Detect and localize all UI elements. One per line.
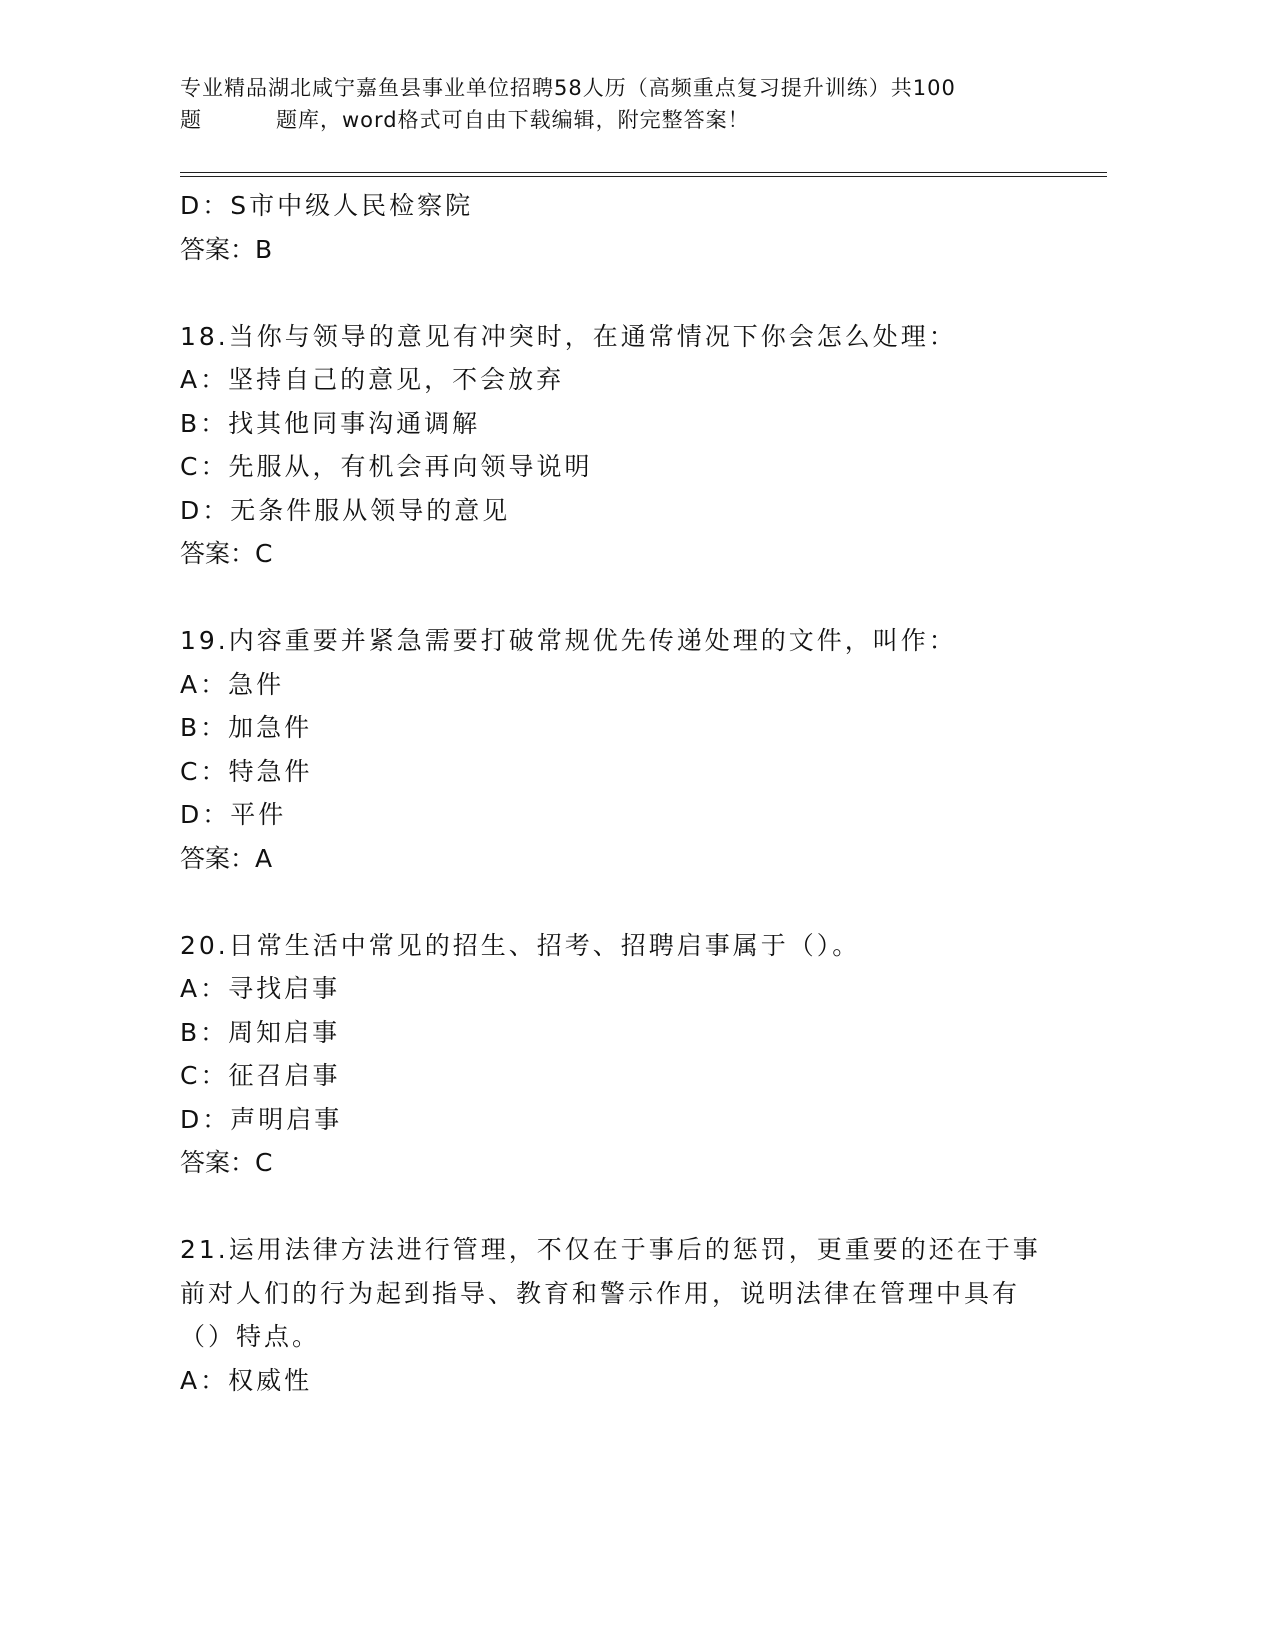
option-a: A：坚持自己的意见，不会放弃 (180, 365, 565, 394)
option-c: C：特急件 (180, 756, 313, 786)
header-divider-bottom (180, 176, 1107, 177)
question-stem: 20.日常生活中常见的招生、招考、招聘启事属于（）。 (180, 930, 861, 960)
option-d-prev: D：S市中级人民检察院 (180, 191, 474, 220)
question-content (180, 184, 1080, 1402)
option-d: D：平件 (180, 800, 287, 829)
answer-prev: 答案：B (180, 234, 273, 264)
option-b: B：找其他同事沟通调解 (180, 408, 481, 438)
answer: 答案：C (180, 539, 273, 568)
spacer (180, 880, 1080, 924)
spacer (180, 271, 1080, 315)
header-divider-top (180, 172, 1107, 173)
question-18 (180, 315, 1080, 576)
question-21 (180, 1228, 1080, 1402)
option-a: A：权威性 (180, 1365, 313, 1395)
option-b: B：加急件 (180, 713, 313, 742)
option-b: B：周知启事 (180, 1017, 341, 1047)
header-title-left: 题 (180, 108, 202, 132)
option-c: C：征召启事 (180, 1061, 341, 1090)
header-title-right: 题库，word格式可自由下载编辑，附完整答案！ (276, 108, 750, 132)
question-stem-line-1: 21.运用法律方法进行管理，不仅在于事后的惩罚，更重要的还在于事 (180, 1235, 1041, 1264)
question-19 (180, 619, 1080, 880)
question-stem-line-3: （）特点。 (180, 1322, 321, 1351)
header-title-line-2 (180, 104, 1080, 136)
answer: 答案：C (180, 1148, 273, 1177)
spacer (180, 1185, 1080, 1229)
option-a: A：急件 (180, 669, 285, 699)
option-d: D：声明启事 (180, 1104, 343, 1134)
option-d: D：无条件服从领导的意见 (180, 495, 511, 525)
question-stem: 19.内容重要并紧急需要打破常规优先传递处理的文件，叫作： (180, 626, 957, 655)
header-title-line-1: 专业精品湖北咸宁嘉鱼县事业单位招聘58人历（高频重点复习提升训练）共100 (180, 76, 956, 100)
page-header (180, 72, 1080, 136)
question-stem: 18.当你与领导的意见有冲突时，在通常情况下你会怎么处理： (180, 321, 957, 351)
question-stem-line-2: 前对人们的行为起到指导、教育和警示作用，说明法律在管理中具有 (180, 1278, 1021, 1308)
spacer (180, 576, 1080, 620)
option-c: C：先服从，有机会再向领导说明 (180, 452, 593, 481)
option-a: A：寻找启事 (180, 974, 341, 1003)
question-20 (180, 924, 1080, 1185)
answer: 答案：A (180, 843, 273, 873)
